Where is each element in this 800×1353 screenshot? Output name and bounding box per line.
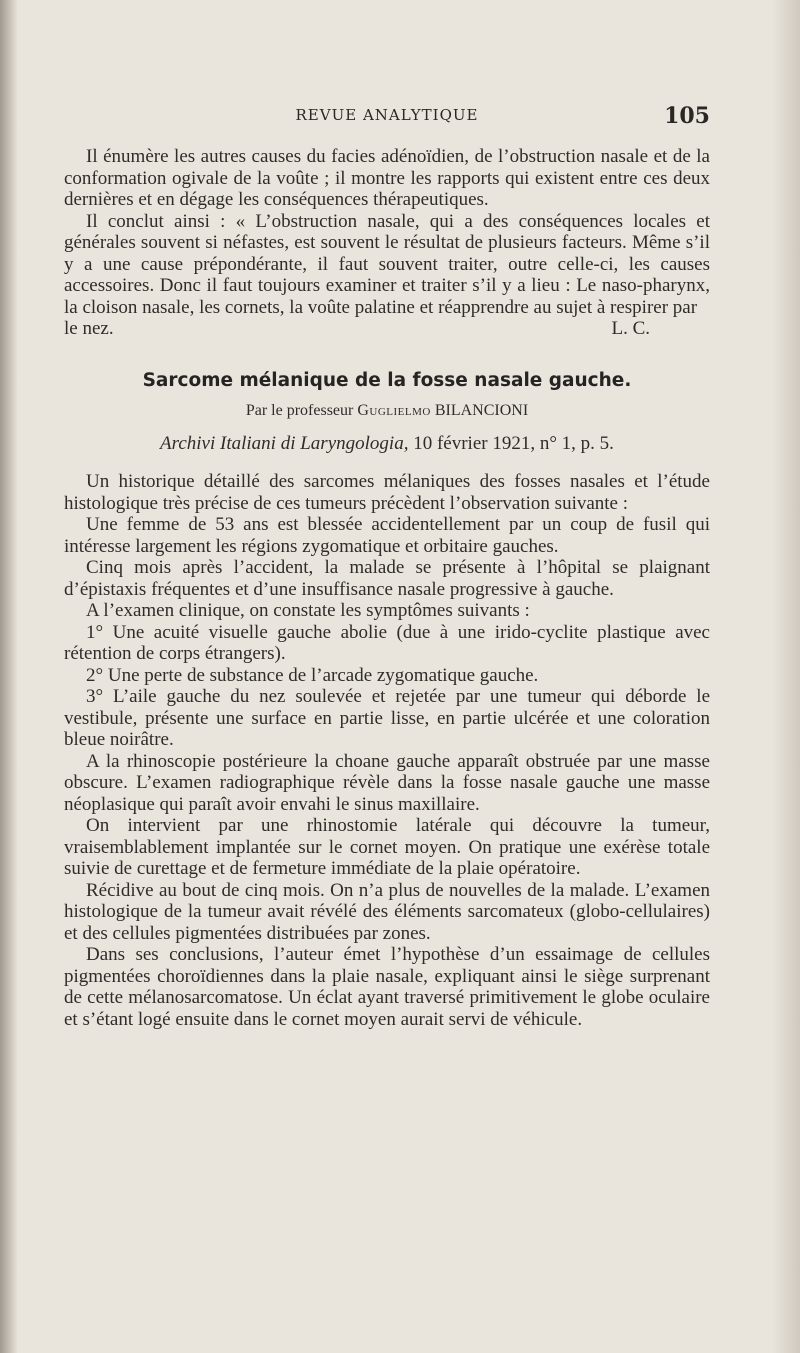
paragraph: A l’examen clinique, on constate les symptômes suivants : xyxy=(86,600,530,621)
paragraph: Il énumère les autres causes du facies adénoïdien, de l’obstruction nasale et de la conformation ogivale de la voûte ; il montre les rapports qui existent entre ces deux dernières et en dégage les conséquences thérapeutiques. xyxy=(64,146,710,210)
page-edge-shadow xyxy=(772,0,800,1353)
list-item: 1° Une acuité visuelle gauche abolie (due à une irido-cyclite plastique avec rétention de corps étrangers). xyxy=(64,621,710,664)
author-last-name: BILANCIONI xyxy=(434,402,529,419)
list-item: 3° L’aile gauche du nez soulevée et rejetée par une tumeur qui déborde le vestibule, présente une surface en partie lisse, en partie ulcérée et une coloration bleue noirâtre. xyxy=(64,686,710,750)
paragraph: Cinq mois après l’accident, la malade se présente à l’hôpital se plaignant d’épistaxis fréquentes et d’une insuffisance nasale progressive à gauche. xyxy=(64,557,710,600)
paragraph: Un historique détaillé des sarcomes mélaniques des fosses nasales et l’étude histologique très précise de ces tumeurs précèdent l’observation suivante : xyxy=(64,471,710,514)
page-binding-shadow xyxy=(0,0,18,1353)
source-citation xyxy=(64,433,710,455)
author-first-name: Guglielmo xyxy=(357,402,431,419)
source-details: 10 février 1921, n° 1, p. 5. xyxy=(413,432,614,454)
paragraph: Dans ses conclusions, l’auteur émet l’hypothèse d’un essaimage de cellules pigmentées choroïdiennes dans la plaie nasale, expliquant ainsi le siège surprenant de cette mélanosarcomatose. Un éclat ayant traversé primitivement le globe oculaire et s’étant logé ensuite dans le cornet moyen aurait servi de véhicule. xyxy=(64,944,710,1030)
closing-line xyxy=(64,318,710,340)
running-title: REVUE ANALYTIQUE xyxy=(295,106,479,124)
byline xyxy=(64,400,710,422)
paragraph: On intervient par une rhinostomie latérale qui découvre la tumeur, vraisemblablement implantée sur le cornet moyen. On pratique une exérèse totale suivie de curettage et de fermeture immédiate de la plaie opératoire. xyxy=(64,815,710,879)
paragraph: A la rhinoscopie postérieure la choane gauche apparaît obstruée par une masse obscure. L’examen radiographique révèle dans la fosse nasale gauche une masse néoplasique qui paraît avoir envahi le sinus maxillaire. xyxy=(64,750,710,815)
section-gap xyxy=(64,340,710,370)
reviewer-signature: L. C. xyxy=(611,318,650,339)
closing-text: le nez. xyxy=(64,318,114,339)
list-item: 2° Une perte de substance de l’arcade zygomatique gauche. xyxy=(86,664,539,686)
paragraph: Il conclut ainsi : « L’obstruction nasale, qui a des conséquences locales et générales souvent si néfastes, est souvent le résultat de plusieurs facteurs. Même s’il y a une cause prépondérante, il faut souvent traiter, outre celle-ci, les causes accessoires. Donc il faut toujours examiner et traiter s’il y a lieu : Le naso-pharynx, la cloison nasale, les cornets, la voûte palatine et réapprendre au sujet à respirer par xyxy=(64,210,710,318)
byline-prefix: Par le professeur xyxy=(245,402,354,419)
paragraph: Une femme de 53 ans est blessée accidentellement par un coup de fusil qui intéresse largement les régions zygomatique et orbitaire gauches. xyxy=(64,514,710,557)
paragraph: Récidive au bout de cinq mois. On n’a plus de nouvelles de la malade. L’examen histologique de la tumeur avait révélé des éléments sarcomateux (globo-cellulaires) et des cellules pigmentées distribuées par zones. xyxy=(64,879,710,944)
page-body xyxy=(64,146,710,1030)
running-header xyxy=(64,103,710,132)
page-number: 105 xyxy=(664,103,710,129)
source-journal: Archivi Italiani di Laryngologia, xyxy=(160,432,409,454)
article-title: Sarcome mélanique de la fosse nasale gauche. xyxy=(142,369,632,391)
